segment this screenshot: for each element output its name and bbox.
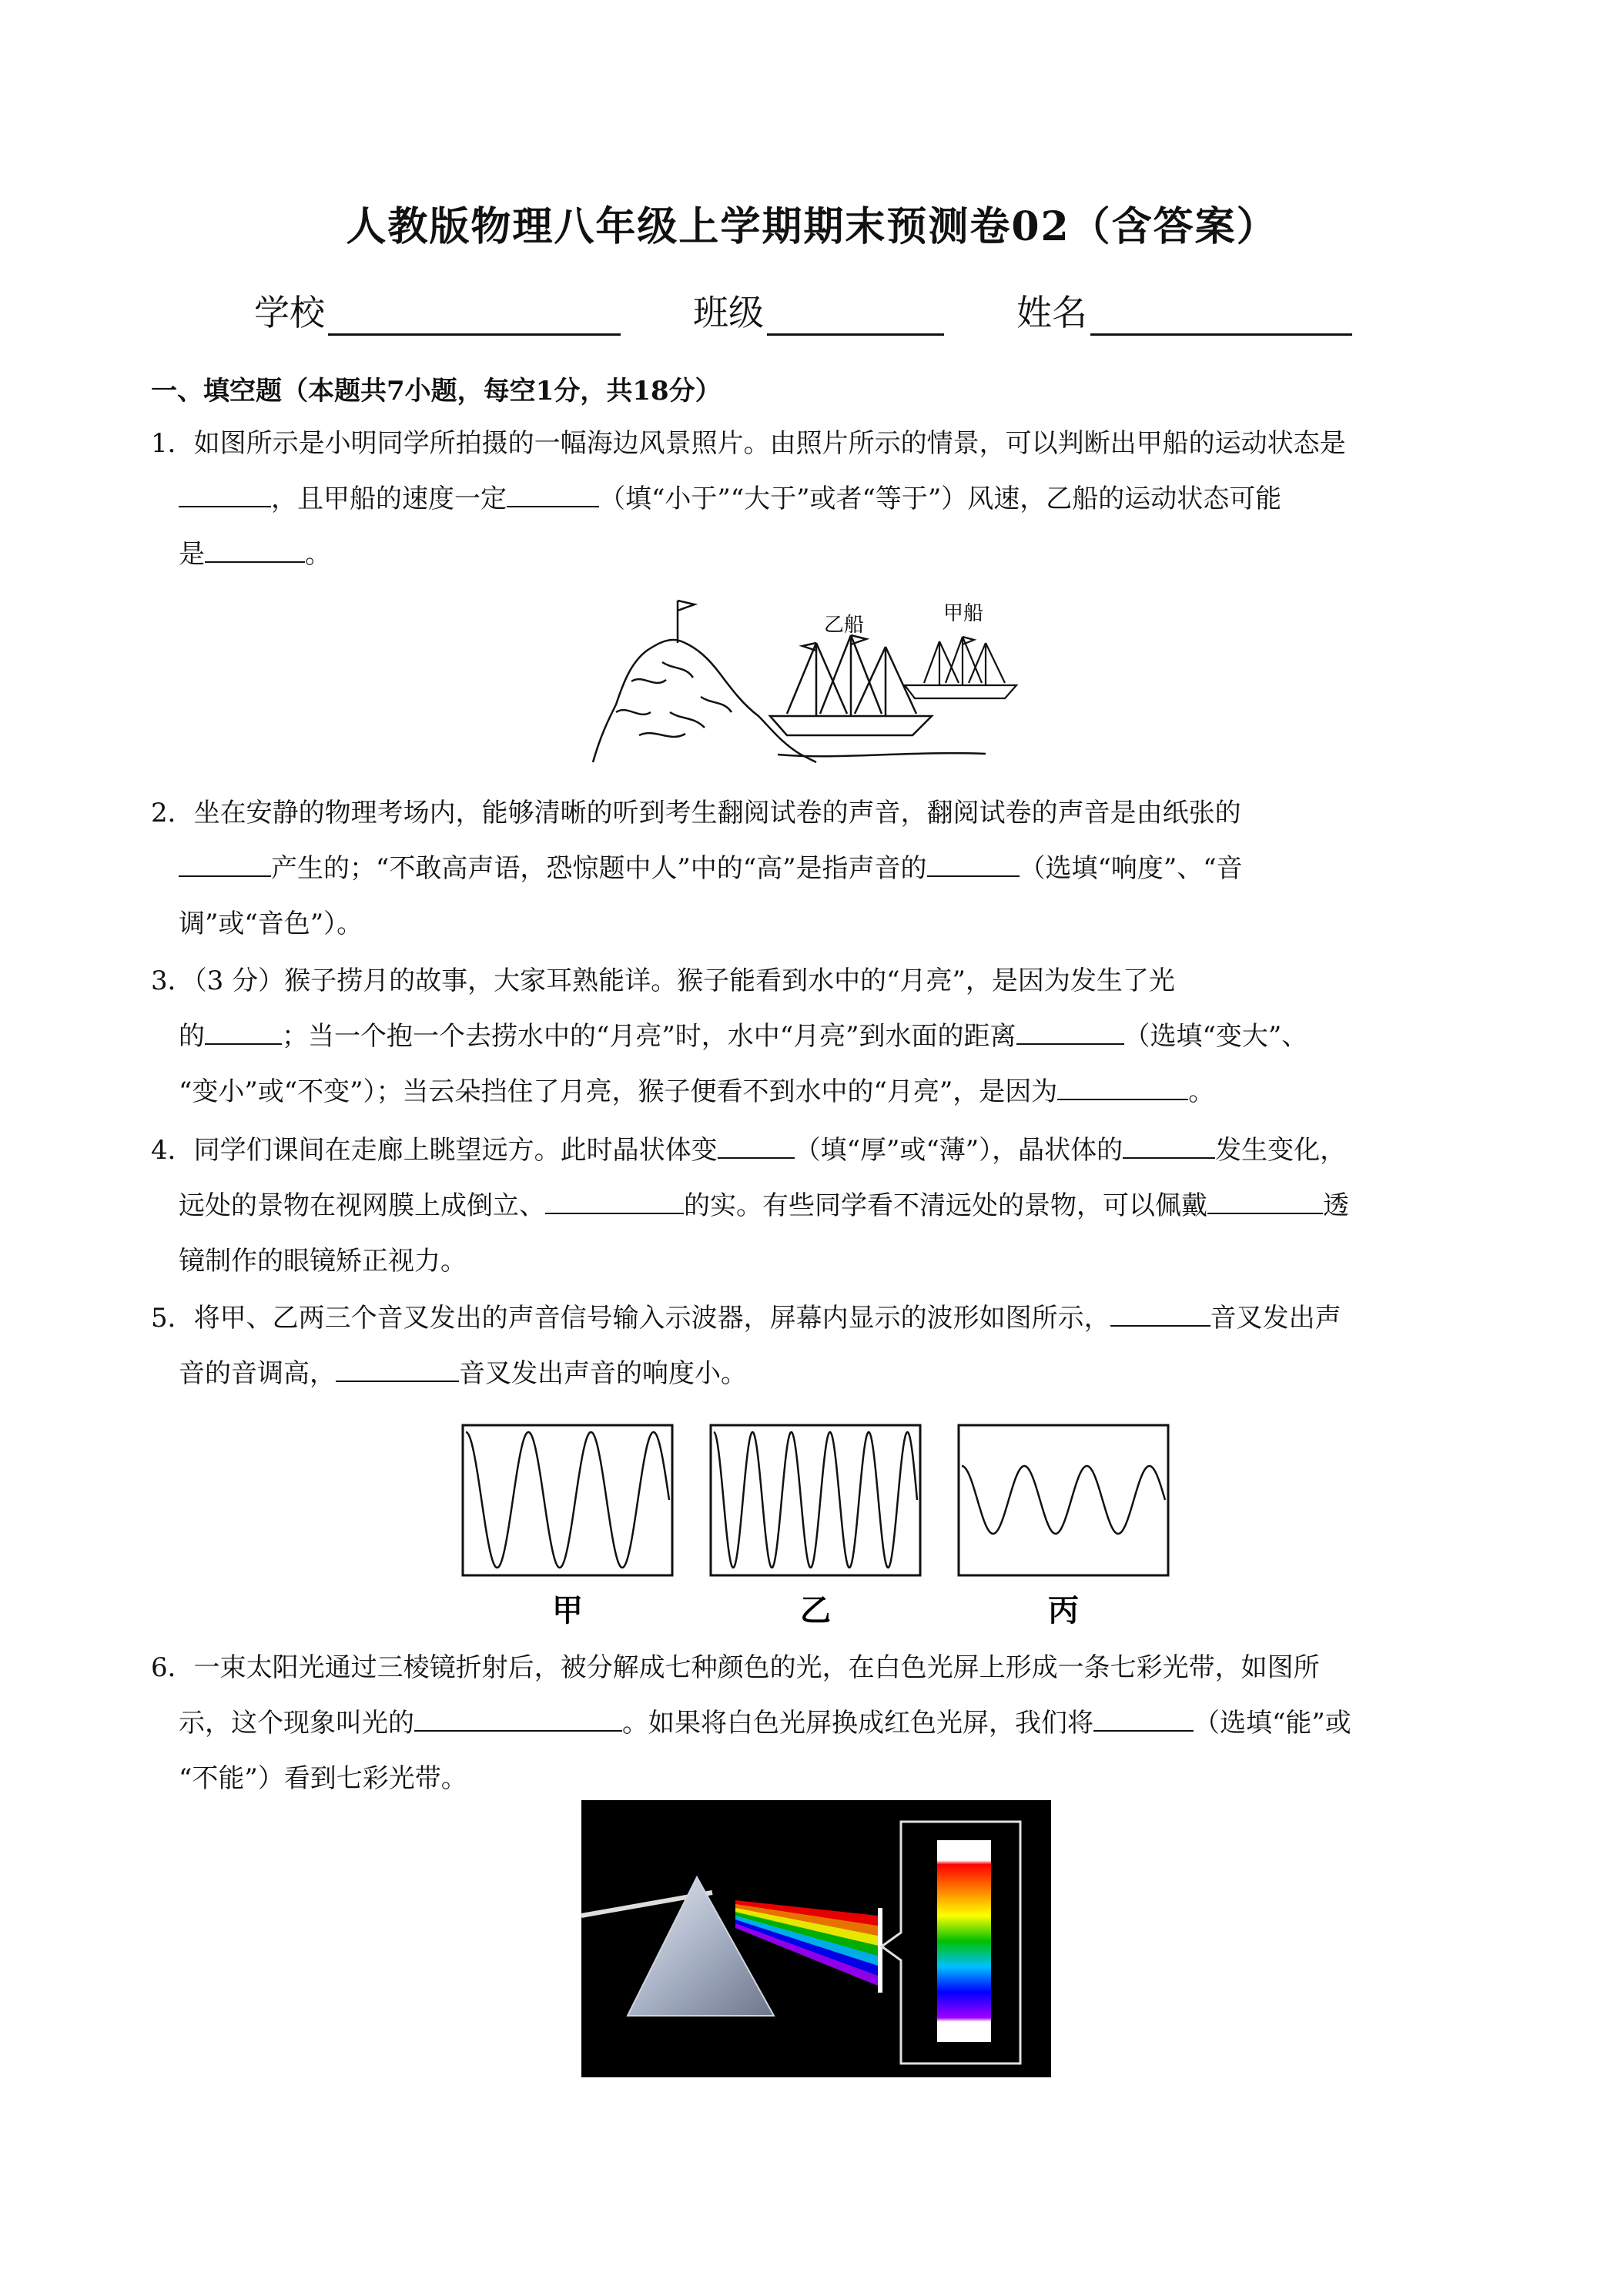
class-blank[interactable] [767, 300, 944, 336]
class-label: 班级 [693, 292, 764, 333]
q3-line3: “变小”或“不变”）；当云朵挡住了月亮，猴子便看不到水中的“月亮”，是因为 。 [179, 1064, 1214, 1120]
waveform-bing [962, 1466, 1165, 1534]
seaside-ships-figure [585, 589, 1047, 774]
q4-blank3[interactable] [545, 1186, 684, 1214]
q3-line1: 3．（3 分）猴子捞月的故事，大家耳熟能详。猴子能看到水中的“月亮”，是因为发生了光 [151, 966, 1175, 996]
cliff-flag [678, 601, 695, 643]
q1-blank3[interactable] [205, 535, 305, 563]
waveform-label-jia: 甲 [552, 1593, 583, 1628]
q2-blank2[interactable] [927, 849, 1020, 877]
spectrum-strip [937, 1840, 991, 2042]
school-field [254, 285, 621, 336]
q6-line2: 示，这个现象叫光的 。如果将白色光屏换成红色光屏，我们将 （选填“能”或 [179, 1695, 1351, 1751]
name-label: 姓名 [1016, 292, 1087, 333]
q5-line1: 5．将甲、乙两三个音叉发出的声音信号输入示波器，屏幕内显示的波形如图所示， 音叉发出声 [151, 1290, 1341, 1346]
q1-line3: 是 。 [179, 527, 331, 582]
q3-blank3[interactable] [1057, 1073, 1188, 1100]
waveform-label-yi: 乙 [800, 1593, 831, 1628]
q6-line3: “不能”）看到七彩光带。 [179, 1763, 467, 1794]
q4-line3: 镜制作的眼镜矫正视力。 [179, 1246, 467, 1277]
q4-line1: 4．同学们课间在走廊上眺望远方。此时晶状体变 （填“厚”或“薄”），晶状体的 发生变化， [151, 1123, 1346, 1178]
q1-line1: 1．如图所示是小明同学所拍摄的一幅海边风景照片。由照片所示的情景，可以判断出甲船的运动状态是 [151, 428, 1346, 459]
q5-blank1[interactable] [1110, 1299, 1210, 1327]
q2-line1: 2．坐在安静的物理考场内，能够清晰的听到考生翻阅试卷的声音，翻阅试卷的声音是由纸张的 [151, 798, 1241, 828]
q4-line2: 远处的景物在视网膜上成倒立、 的实。有些同学看不清远处的景物，可以佩戴 透 [179, 1178, 1349, 1233]
q6-line1: 6．一束太阳光通过三棱镜折射后，被分解成七种颜色的光，在白色光屏上形成一条七彩光带，如图所 [151, 1652, 1320, 1683]
q1-line2: ，且甲船的速度一定 （填“小于”“大于”或者“等于”）风速，乙船的运动状态可能 [179, 471, 1281, 527]
waveform-jia [466, 1432, 669, 1568]
q2-blank1[interactable] [179, 849, 271, 877]
ship-yi-label: 乙船 [824, 614, 865, 637]
waveform-yi [714, 1432, 917, 1568]
q4-blank1[interactable] [718, 1131, 795, 1159]
ship-jia-label: 甲船 [943, 602, 984, 625]
class-field [693, 285, 944, 336]
q6-blank2[interactable] [1093, 1704, 1194, 1732]
q1-blank1[interactable] [179, 480, 271, 507]
q3-blank2[interactable] [1016, 1017, 1124, 1045]
page-title: 人教版物理八年级上学期期末预测卷02（含答案） [346, 203, 1278, 250]
waveform-label-bing: 丙 [1048, 1593, 1079, 1628]
name-blank[interactable] [1090, 300, 1352, 336]
q5-blank2[interactable] [336, 1354, 459, 1382]
name-field [1016, 285, 1352, 336]
oscilloscope-waveforms-figure [458, 1421, 1182, 1628]
q3-blank1[interactable] [205, 1017, 282, 1045]
waveform-box-jia [463, 1425, 672, 1575]
section-heading: 一、填空题（本题共7小题，每空1分，共18分） [151, 376, 722, 407]
q4-blank4[interactable] [1207, 1186, 1323, 1214]
q2-line2: 产生的；“不敢高声语，恐惊题中人”中的“高”是指声音的 （选填“响度”、“音 [179, 841, 1243, 896]
q4-blank2[interactable] [1123, 1131, 1215, 1159]
q6-blank1[interactable] [414, 1704, 622, 1732]
q5-line2: 音的音调高， 音叉发出声音的响度小。 [179, 1346, 747, 1401]
waveform-box-bing [959, 1425, 1168, 1575]
q2-line3: 调”或“音色”）。 [179, 909, 363, 939]
prism-dispersion-figure [581, 1800, 1051, 2077]
school-label: 学校 [254, 292, 325, 333]
q3-line2: 的 ；当一个抱一个去捞水中的“月亮”时，水中“月亮”到水面的距离 （选填“变大”、 [179, 1009, 1308, 1064]
ship-jia [905, 637, 1016, 698]
water-line [778, 753, 986, 756]
cliff [593, 640, 816, 762]
q1-blank2[interactable] [507, 480, 599, 507]
school-blank[interactable] [328, 300, 621, 336]
